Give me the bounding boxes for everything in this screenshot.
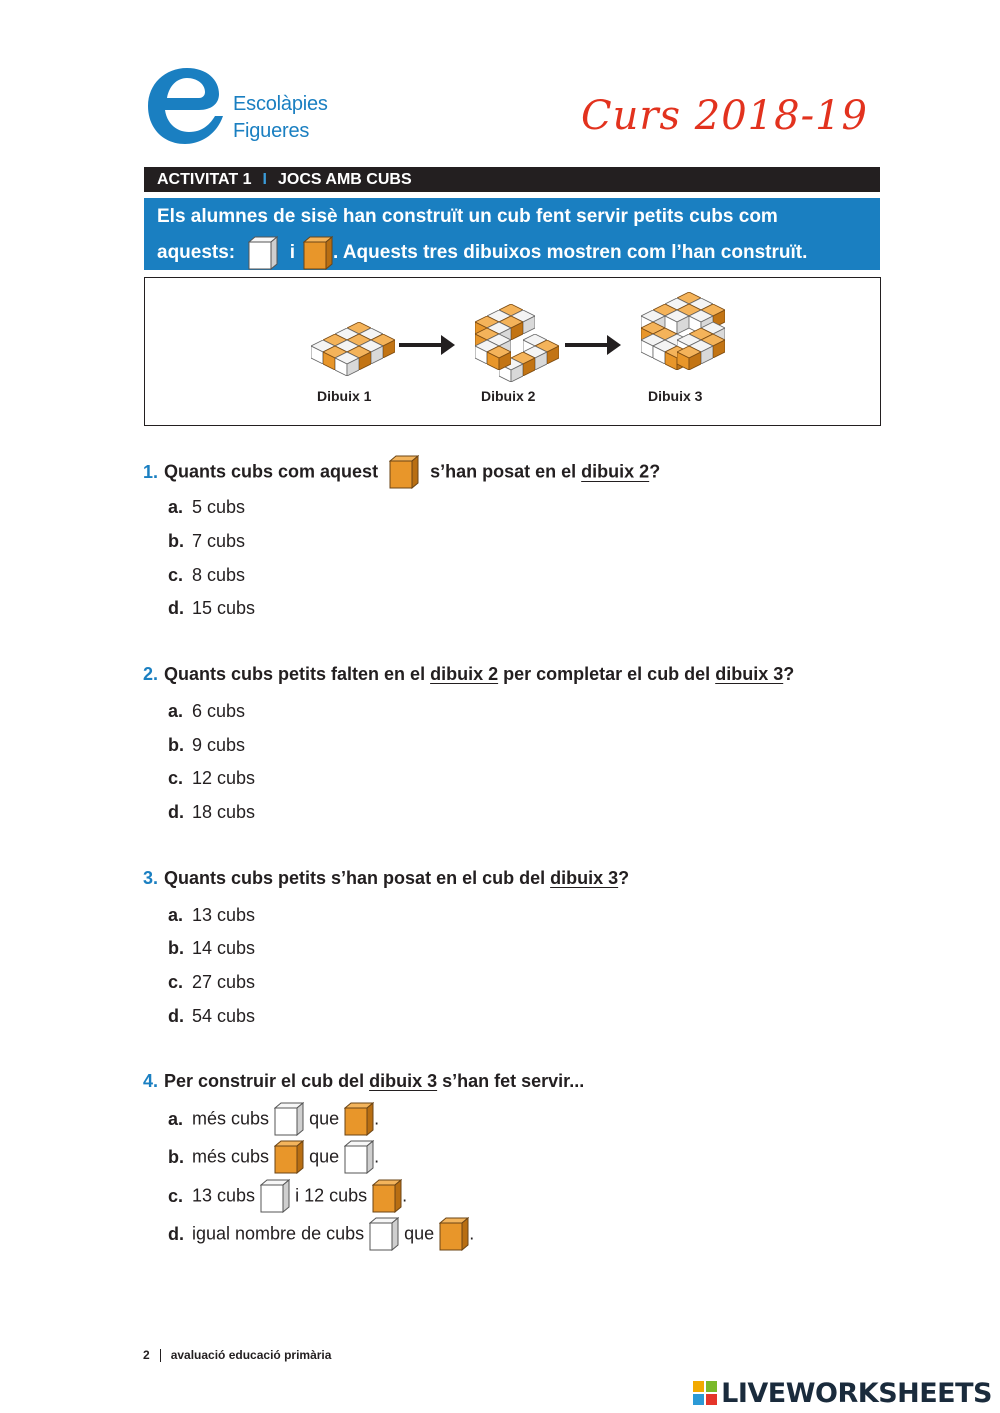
page-number: 2 [143, 1348, 150, 1362]
question-text: per completar el cub del [503, 663, 711, 684]
option-letter: a. [168, 904, 184, 925]
option-text: 13 cubs [192, 1185, 256, 1206]
page-footer [143, 1348, 331, 1362]
option-text: 18 cubs [192, 801, 256, 822]
option-text: 6 cubs [192, 700, 246, 721]
intro-line-2-start: aquests: [157, 242, 236, 263]
drawing-reference: dibuix 3 [550, 867, 619, 888]
option-3b[interactable] [168, 937, 255, 959]
intro-line-1: Els alumnes de sisè han construït un cub fent servir petits cubs com [157, 206, 778, 227]
question-text: Quants cubs petits s’han posat en el cub del [164, 867, 546, 888]
question-mark: ? [649, 461, 661, 482]
option-period: . [374, 1108, 380, 1129]
option-2b[interactable] [168, 734, 245, 756]
option-period: . [469, 1223, 475, 1244]
option-text: 8 cubs [192, 564, 246, 585]
activity-title: JOCS AMB CUBS [277, 171, 412, 188]
option-3d[interactable] [168, 1005, 255, 1027]
intro-line-2 [157, 236, 807, 270]
option-2c[interactable] [168, 767, 255, 789]
question-mark: ? [618, 867, 630, 888]
option-text: 12 cubs [192, 767, 256, 788]
drawing-reference: dibuix 3 [369, 1070, 438, 1091]
orange-cube-icon [372, 1179, 402, 1213]
arrow-icon [399, 335, 455, 355]
option-text: igual nombre de cubs [192, 1223, 365, 1244]
option-letter: b. [168, 937, 184, 958]
question-number: 1. [143, 461, 159, 482]
question-text: s’han fet servir... [442, 1070, 585, 1091]
white-cube-icon [344, 1140, 374, 1174]
orange-cube-icon [389, 455, 419, 489]
option-2a[interactable] [168, 700, 245, 722]
drawing-label-2: Dibuix 2 [481, 388, 536, 404]
activity-separator: I [262, 171, 267, 188]
activity-bar [144, 167, 880, 192]
liveworksheets-watermark [693, 1377, 992, 1409]
question-number: 2. [143, 663, 159, 684]
option-letter: d. [168, 1223, 184, 1244]
intro-box [144, 198, 880, 270]
logo-line-1: Escolàpies [233, 93, 328, 115]
option-text: que [309, 1108, 340, 1129]
option-letter: b. [168, 1146, 184, 1167]
question-number: 4. [143, 1070, 159, 1091]
option-text: 14 cubs [192, 937, 256, 958]
orange-cube-icon [274, 1140, 304, 1174]
option-letter: b. [168, 530, 184, 551]
question-3 [143, 867, 629, 889]
question-2 [143, 663, 794, 685]
option-1b[interactable] [168, 530, 245, 552]
option-text: més cubs [192, 1146, 270, 1167]
option-text: 9 cubs [192, 734, 246, 755]
orange-cube-icon [439, 1217, 469, 1251]
question-text: s’han posat en el [430, 461, 577, 482]
option-text: i 12 cubs [295, 1185, 368, 1206]
drawing-2-icon [475, 304, 559, 382]
option-period: . [374, 1146, 380, 1167]
option-1a[interactable] [168, 496, 245, 518]
white-cube-icon [260, 1179, 290, 1213]
option-1c[interactable] [168, 564, 245, 586]
drawing-1-icon [311, 322, 395, 376]
option-letter: c. [168, 767, 184, 788]
intro-and: i [289, 242, 295, 263]
footer-text: avaluació educació primària [170, 1348, 332, 1362]
school-logo [145, 64, 345, 148]
option-text: més cubs [192, 1108, 270, 1129]
option-4d[interactable] [168, 1217, 474, 1251]
white-cube-icon [248, 236, 278, 270]
question-text: Quants cubs petits falten en el [164, 663, 426, 684]
option-text: 15 cubs [192, 597, 256, 618]
option-text: 5 cubs [192, 496, 246, 517]
orange-cube-icon [344, 1102, 374, 1136]
option-3a[interactable] [168, 904, 255, 926]
intro-line-2-end: . Aquests tres dibuixos mostren com l’han construït. [332, 242, 808, 263]
question-1 [143, 455, 660, 489]
option-period: . [402, 1185, 408, 1206]
option-text: que [404, 1223, 435, 1244]
question-text: Per construir el cub del [164, 1070, 365, 1091]
option-2d[interactable] [168, 801, 255, 823]
option-letter: a. [168, 496, 184, 517]
option-4c[interactable] [168, 1179, 407, 1213]
option-letter: c. [168, 971, 184, 992]
drawing-label-1: Dibuix 1 [317, 388, 372, 404]
option-3c[interactable] [168, 971, 255, 993]
option-text: 54 cubs [192, 1005, 256, 1026]
option-letter: d. [168, 801, 184, 822]
option-letter: c. [168, 1185, 184, 1206]
drawing-3-icon [641, 292, 725, 370]
activity-label: ACTIVITAT 1 [157, 171, 252, 188]
option-1d[interactable] [168, 597, 255, 619]
option-text: 7 cubs [192, 530, 246, 551]
question-number: 3. [143, 867, 159, 888]
orange-cube-icon [303, 236, 333, 270]
question-mark: ? [783, 663, 795, 684]
white-cube-icon [369, 1217, 399, 1251]
drawing-reference: dibuix 2 [581, 461, 650, 482]
option-text: que [309, 1146, 340, 1167]
white-cube-icon [274, 1102, 304, 1136]
option-text: 27 cubs [192, 971, 256, 992]
arrow-icon [565, 335, 621, 355]
option-text: 13 cubs [192, 904, 256, 925]
footer-divider [160, 1349, 161, 1362]
drawing-reference: dibuix 3 [715, 663, 784, 684]
option-letter: d. [168, 597, 184, 618]
liveworksheets-logo-icon [693, 1381, 717, 1405]
question-text: Quants cubs com aquest [164, 461, 379, 482]
option-letter: a. [168, 700, 184, 721]
option-letter: b. [168, 734, 184, 755]
option-4a[interactable] [168, 1102, 379, 1136]
watermark-text: LIVEWORKSHEETS [721, 1377, 992, 1409]
logo-e-icon [145, 64, 229, 148]
drawings-box [144, 277, 881, 426]
drawing-reference: dibuix 2 [430, 663, 499, 684]
question-4 [143, 1070, 584, 1092]
option-letter: a. [168, 1108, 184, 1129]
option-letter: d. [168, 1005, 184, 1026]
course-year: Curs 2018-19 [581, 93, 868, 139]
option-letter: c. [168, 564, 184, 585]
logo-line-2: Figueres [233, 120, 310, 142]
drawing-label-3: Dibuix 3 [648, 388, 703, 404]
option-4b[interactable] [168, 1140, 379, 1174]
